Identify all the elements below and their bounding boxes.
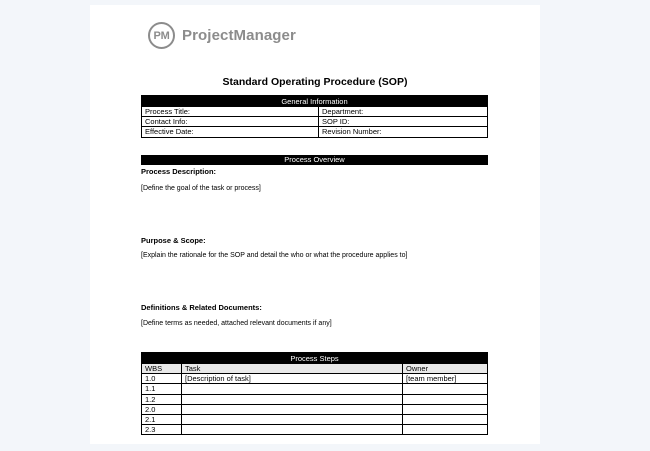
owner-cell[interactable] <box>403 414 488 424</box>
task-cell[interactable] <box>182 425 403 435</box>
table-row <box>142 404 488 414</box>
effective-date-field[interactable]: Effective Date: <box>142 127 319 137</box>
wbs-cell[interactable]: 2.0 <box>142 404 182 414</box>
revision-number-field[interactable]: Revision Number: <box>319 127 488 137</box>
process-description-text[interactable]: [Define the goal of the task or process] <box>141 185 261 192</box>
table-row <box>142 425 488 435</box>
process-overview-header: Process Overview <box>141 155 488 165</box>
table-row <box>142 414 488 424</box>
table-row <box>142 394 488 404</box>
wbs-cell[interactable]: 1.2 <box>142 394 182 404</box>
column-header-owner: Owner <box>403 364 488 374</box>
process-steps-table <box>141 352 488 435</box>
task-cell[interactable] <box>182 404 403 414</box>
wbs-cell[interactable]: 1.1 <box>142 384 182 394</box>
document-page <box>90 5 540 444</box>
table-row <box>142 384 488 394</box>
process-description-heading: Process Description: <box>141 167 217 176</box>
department-field[interactable]: Department: <box>319 107 488 117</box>
definitions-text[interactable]: [Define terms as needed, attached relevant documents if any] <box>141 320 332 327</box>
column-header-task: Task <box>182 364 403 374</box>
sop-id-field[interactable]: SOP ID: <box>319 117 488 127</box>
table-row <box>142 117 488 127</box>
column-header-wbs: WBS <box>142 364 182 374</box>
task-cell[interactable] <box>182 414 403 424</box>
task-cell[interactable]: [Description of task] <box>182 374 403 384</box>
table-row <box>142 127 488 137</box>
general-information-table <box>141 95 488 138</box>
pm-logo-icon: PM <box>148 22 175 49</box>
task-cell[interactable] <box>182 394 403 404</box>
purpose-scope-text[interactable]: [Explain the rationale for the SOP and detail the who or what the procedure applies to] <box>141 252 408 259</box>
wbs-cell[interactable]: 2.3 <box>142 425 182 435</box>
purpose-scope-heading: Purpose & Scope: <box>141 236 206 245</box>
table-row <box>142 107 488 117</box>
projectmanager-logo <box>148 22 296 49</box>
logo-text: ProjectManager <box>182 27 296 44</box>
owner-cell[interactable]: [team member] <box>403 374 488 384</box>
wbs-cell[interactable]: 2.1 <box>142 414 182 424</box>
owner-cell[interactable] <box>403 384 488 394</box>
document-title: Standard Operating Procedure (SOP) <box>222 76 408 88</box>
task-cell[interactable] <box>182 384 403 394</box>
wbs-cell[interactable]: 1.0 <box>142 374 182 384</box>
owner-cell[interactable] <box>403 404 488 414</box>
table-row <box>142 374 488 384</box>
owner-cell[interactable] <box>403 425 488 435</box>
process-steps-header: Process Steps <box>142 353 488 364</box>
column-header-row <box>142 364 488 374</box>
general-information-header: General Information <box>142 96 488 107</box>
process-title-field[interactable]: Process Title: <box>142 107 319 117</box>
contact-info-field[interactable]: Contact Info: <box>142 117 319 127</box>
owner-cell[interactable] <box>403 394 488 404</box>
definitions-heading: Definitions & Related Documents: <box>141 303 262 312</box>
